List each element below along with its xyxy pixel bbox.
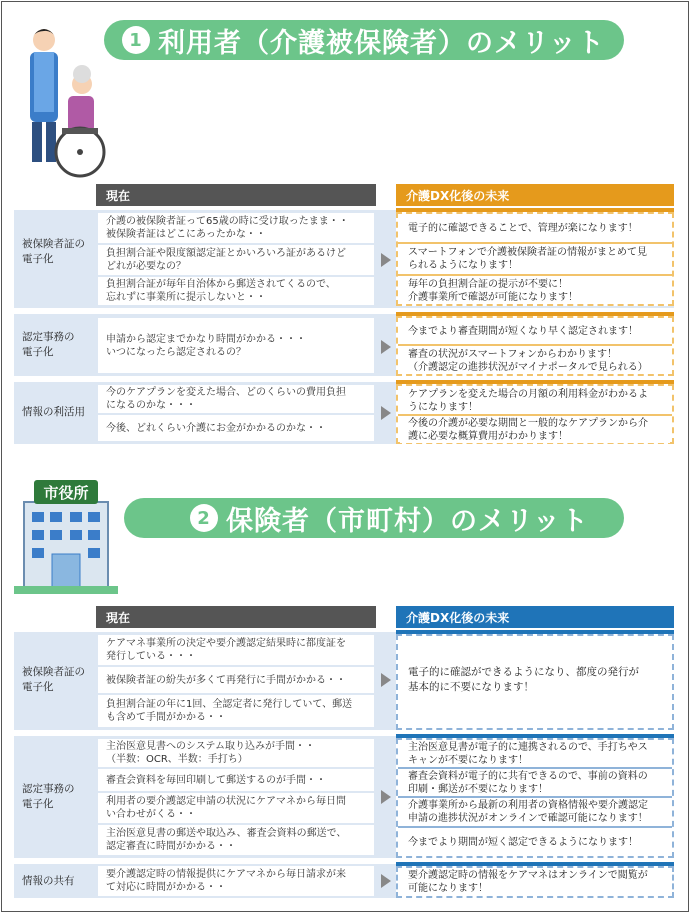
city-hall-building-illustration: [14, 480, 118, 596]
text: 主治医意見書へのシステム取り込みが手間・・ （半数：OCR、半数：手打ち）: [106, 741, 315, 765]
section1-now-cell: [98, 385, 374, 413]
text: 情報の利活用: [22, 405, 85, 418]
text: スマートフォンで介護被保険者証の情報がまとめて見 られるようになります！: [408, 247, 647, 271]
text: 要介護認定時の情報提供にケアマネから毎日請求が来 て対応に時間がかかる・・: [106, 869, 346, 893]
section2-row-label: [22, 660, 98, 700]
caregiver-wheelchair-illustration: [10, 22, 110, 180]
section2-now-cell: [98, 793, 374, 823]
arrow-right-icon: [381, 253, 391, 267]
section1-future-cell: [400, 416, 670, 443]
text: 申請から認定までかなり時間がかかる・・・ いつになったら認定されるの？: [106, 333, 306, 358]
arrow-right-icon: [381, 673, 391, 687]
section1-now-cell: [98, 245, 374, 275]
arrow-right-icon: [381, 340, 391, 354]
text: 審査会資料を毎回印刷して郵送するのが手間・・: [106, 774, 326, 786]
text: 電子的に確認ができるようになり、都度の発行が 基本的に不要になります！: [408, 666, 639, 693]
section2-title-banner: [124, 498, 624, 538]
text: 被保険者証の紛失が多くて再発行に手間がかかる・・: [106, 674, 346, 686]
section2-now-cell: [98, 769, 374, 791]
section2-future-cell: [400, 770, 670, 796]
section1-future-cell: [400, 387, 670, 414]
text: ケアプランを変えた場合の月額の利用料金がわかるよ うになります！: [408, 388, 648, 413]
section2-now-cell: [98, 825, 374, 855]
text: 電子的に確認できることで、管理が楽になります！: [408, 222, 638, 234]
section2-now-cell: [98, 635, 374, 665]
text: 毎年の負担割合証の提示が不要に！ 介護事業所で確認が可能になります！: [408, 278, 578, 303]
section1-now-cell: [98, 213, 374, 243]
section2-now-cell: [98, 866, 374, 896]
section2-now-cell: [98, 739, 374, 767]
text: 主治医意見書の郵送や取込み、審査会資料の郵送で、 認定審査に時間がかかる・・: [106, 828, 347, 852]
section2-number-badge: 2: [190, 504, 218, 532]
building-sign: 市役所: [43, 484, 89, 502]
section2-row-label: [22, 871, 98, 891]
text: 審査の状況がスマートフォンからわかります！ （介護認定の進捗状況がマイナポータルで見られる）: [408, 348, 648, 373]
section1-title-banner: [104, 20, 624, 60]
section2-future-cell: [400, 660, 670, 700]
section2-future-divider: [398, 767, 672, 769]
text: 被保険者証の 電子化: [22, 238, 85, 265]
text: 認定事務の 電子化: [22, 331, 75, 358]
text: 今のケアプランを変えた場合、どのくらいの費用負担 になるのかな・・・: [106, 387, 346, 411]
section1-future-cell: [400, 216, 670, 240]
section2-header-now: 現在: [96, 606, 376, 628]
section1-now-cell: [98, 318, 374, 373]
section1-future-cell: [400, 347, 670, 374]
section1-future-divider: [398, 344, 672, 346]
arrow-right-icon: [381, 874, 391, 888]
section2-future-cell: [400, 868, 670, 896]
section1-future-cell: [400, 277, 670, 304]
text: ケアマネ事業所の決定や要介護認定結果時に都度証を 発行している・・・: [106, 638, 346, 662]
section1-future-cell: [400, 320, 670, 342]
text: 負担割合証の年に1回、全認定者に発行していて、郵送 も含めて手間がかかる・・: [106, 699, 353, 723]
text: 介護の被保険者証って65歳の時に受け取ったまま・・ 被保険者証はどこにあったかな・・: [106, 216, 349, 240]
text: 介護事業所から最新の利用者の資格情報や要介護認定 申請の進捗状況がオンラインで確認可能になります！: [408, 800, 648, 824]
section1-future-divider: [398, 242, 672, 244]
text: 主治医意見書が電子的に連携されるので、手打ちやス キャンが不要になります！: [408, 742, 648, 766]
section2-future-cell: [400, 799, 670, 825]
section2-future-cell: [400, 741, 670, 767]
section1-future-divider: [398, 274, 672, 276]
section1-row-label: [22, 402, 98, 422]
section1-header-now: 現在: [96, 184, 376, 206]
arrow-right-icon: [381, 790, 391, 804]
text: 今後の介護が必要な期間と一般的なケアプランから介 護に必要な概算費用がわかります！: [408, 417, 648, 442]
text: 負担割合証が毎年自治体から郵送されてくるので、 忘れずに事業所に提示しないと・・: [106, 279, 336, 303]
section1-now-cell: [98, 415, 374, 441]
text: 情報の共有: [22, 874, 75, 887]
section1-row-label: [22, 325, 98, 365]
section2-title: 保険者（市町村）のメリット: [226, 505, 589, 537]
text: 今後、どれくらい介護にお金がかかるのかな・・: [106, 422, 326, 434]
section1-future-cell: [400, 245, 670, 273]
section1-now-cell: [98, 277, 374, 305]
section2-future-divider: [398, 796, 672, 798]
text: 利用者の要介護認定申請の状況にケアマネから毎日問 い合わせがくる・・: [106, 796, 346, 820]
section2-header-future: 介護DX化後の未来: [396, 606, 674, 628]
text: 今までより審査期間が短くなり早く認定されます！: [408, 325, 638, 337]
section1-header-future: 介護DX化後の未来: [396, 184, 674, 206]
text: 被保険者証の 電子化: [22, 666, 85, 693]
section2-future-divider: [398, 826, 672, 828]
arrow-right-icon: [381, 406, 391, 420]
text: 今までより期間が短く認定できるようになります！: [408, 836, 638, 848]
section2-now-cell: [98, 667, 374, 693]
section1-number-badge: 1: [122, 26, 150, 54]
section2-row-label: [22, 777, 98, 817]
section1-row-label: [22, 232, 98, 272]
text: 認定事務の 電子化: [22, 783, 75, 810]
section2-future-cell: [400, 829, 670, 855]
text: 負担割合証や限度額認定証とかいろいろ証があるけど どれが必要なの？: [106, 248, 346, 272]
section1-title: 利用者（介護被保険者）のメリット: [158, 27, 605, 59]
text: 審査会資料が電子的に共有できるので、事前の資料の 印刷・郵送が不要になります！: [408, 771, 648, 795]
section2-now-cell: [98, 695, 374, 727]
text: 要介護認定時の情報をケアマネはオンラインで閲覧が 可能になります！: [408, 870, 648, 894]
